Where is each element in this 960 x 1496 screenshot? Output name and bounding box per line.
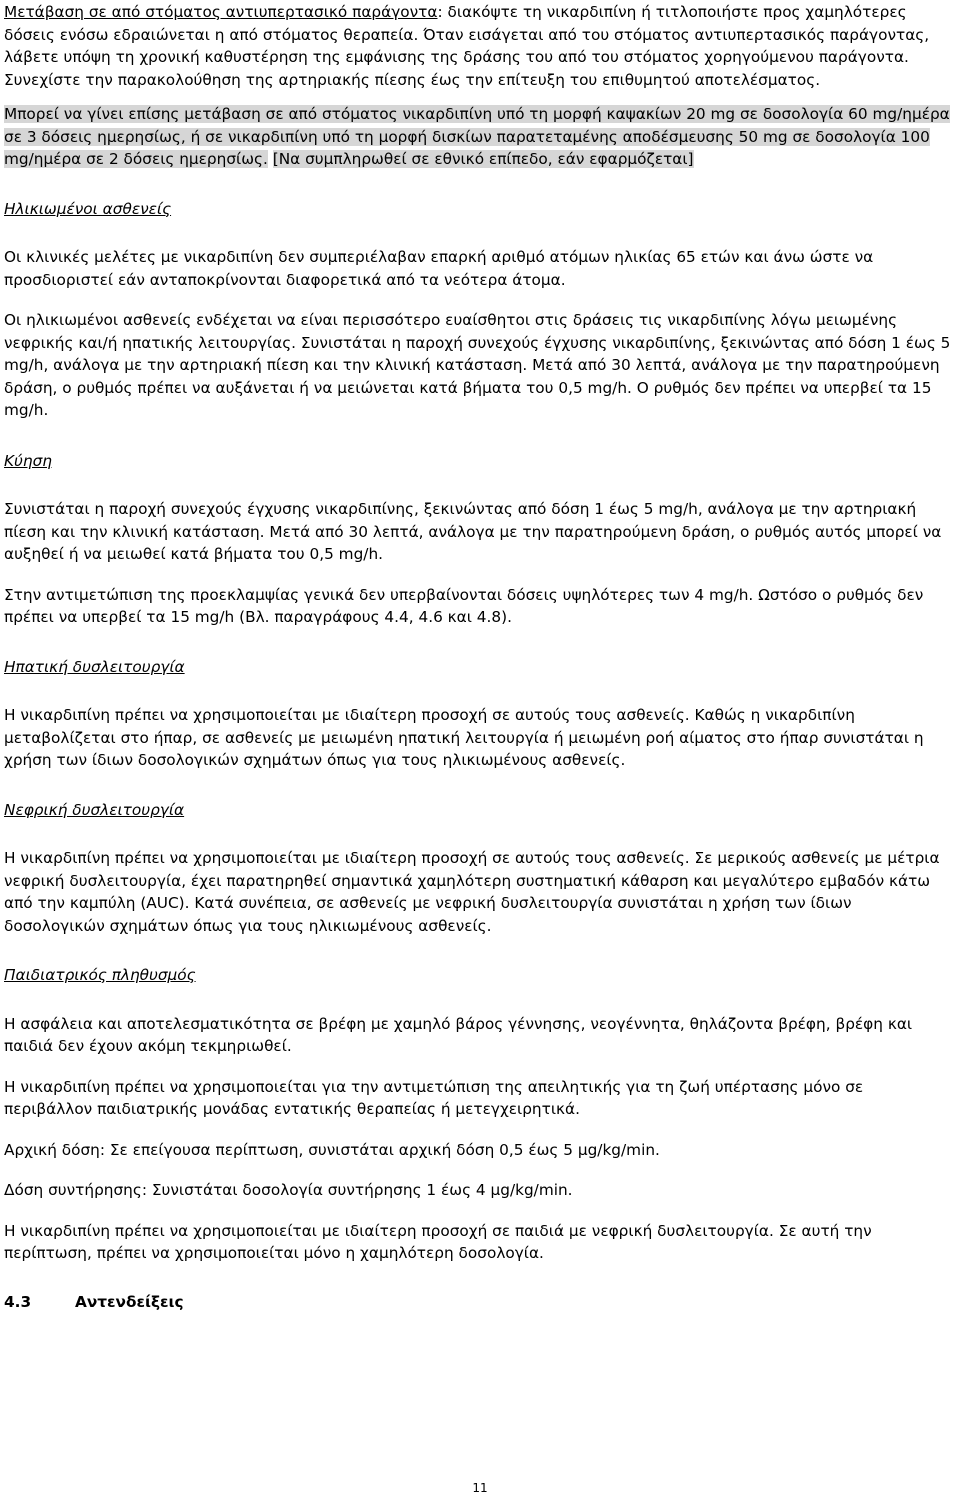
elderly-paragraph-2: Οι ηλικιωμένοι ασθενείς ενδέχεται να είναι περισσότερο ευαίσθητοι στις δράσεις τις νικαρδιπίνης λόγω μειωμένης νεφρικής και/ή ηπατικής λειτουργίας. Συνιστάται η παροχή συνεχούς έγχυσης νικαρδιπίνης, ξεκινώντας από δόση 1 έως 5 mg/h, ανάλογα με την αρτηριακή πίεση και την κλινική κατάσταση. Μετά από 30 λεπτά, ανάλογα με την παρατηρούμενη δράση, ο ρυθμός πρέπει να αυξάνεται ή να μειώνεται κατά βήματα του 0,5 mg/h. Ο ρυθμός δεν πρέπει να υπερβεί τα 15 mg/h. [4, 311, 951, 419]
document-page [4, 0, 954, 1313]
pregnancy-heading: Κύηση [4, 451, 52, 470]
paediatric-paragraph-2: Η νικαρδιπίνη πρέπει να χρησιμοποιείται για την αντιμετώπιση της απειλητικής για τη ζωή υπέρτασης μόνο σε περιβάλλον παιδιατρικής μονάδας εντατικής θεραπείας ή μετεγχειρητικά. [4, 1077, 864, 1118]
oral-switch-paragraph [4, 103, 954, 171]
hepatic-paragraph-1: Η νικαρδιπίνη πρέπει να χρησιμοποιείται με ιδιαίτερη προσοχή σε αυτούς τους ασθενείς. Καθώς η νικαρδιπίνη μεταβολίζεται στο ήπαρ, σε ασθενείς με μειωμένη ηπατική λειτουργία ή μειωμένη ροή αίματος στο ήπαρ συνιστάται η χρήση των ίδιων δοσολογικών σχημάτων όπως για τους ηλικιωμένους ασθενείς. [4, 706, 924, 769]
paediatric-paragraph-5: Η νικαρδιπίνη πρέπει να χρησιμοποιείται με ιδιαίτερη προσοχή σε παιδιά με νεφρική δυσλειτουργία. Σε αυτή την περίπτωση, πρέπει να χρησιμοποιείται μόνο η χαμηλότερη δοσολογία. [4, 1221, 872, 1262]
transition-heading: Μετάβαση σε από στόματος αντιυπερτασικό παράγοντα [4, 3, 438, 21]
pregnancy-paragraph-1: Συνιστάται η παροχή συνεχούς έγχυσης νικαρδιπίνης, ξεκινώντας από δόση 1 έως 5 mg/h, ανάλογα με την αρτηριακή πίεση και την κλινική κατάσταση. Μετά από 30 λεπτά, ανάλογα με την παρατηρούμενη δράση, ο ρυθμός αυτός μπορεί να αυξηθεί ή να μειωθεί κατά βήματα του 0,5 mg/h. [4, 500, 942, 563]
renal-paragraph-1: Η νικαρδιπίνη πρέπει να χρησιμοποιείται με ιδιαίτερη προσοχή σε αυτούς τους ασθενείς. Σε μερικούς ασθενείς με μέτρια νεφρική δυσλειτουργία, έχει παρατηρηθεί σημαντικά χαμηλότερη συστηματική κάθαρση και μεγαλύτερο εμβαδόν κάτω από την καμπύλη (AUC). Κατά συνέπεια, σε ασθενείς με νεφρική δυσλειτουργία συνιστάται η χρήση των ίδιων δοσολογικών σχημάτων όπως για τους ηλικιωμένους ασθενείς. [4, 849, 940, 935]
hepatic-heading: Ηπατική δυσλειτουργία [4, 657, 185, 676]
oral-switch-text: Μπορεί να γίνει επίσης μετάβαση σε από στόματος νικαρδιπίνη υπό τη μορφή καψακίων 20 mg σε δοσολογία 60 mg/ημέρα σε 3 δόσεις ημερησίως, ή σε νικαρδιπίνη υπό τη μορφή δισκίων παρατεταμένης αποδέσμευσης 50 mg σε δοσολογία 100 mg/ημέρα σε 2 δόσεις ημερησίως. [4, 105, 950, 168]
page-number: 11 [472, 1481, 488, 1495]
transition-text: : διακόψτε τη νικαρδιπίνη ή τιτλοποιήστε προς χαμηλότερες δόσεις ενόσω εδραιώνεται η από στόματος θεραπεία. Όταν εισάγεται από του στόματος αντιυπερτασικός παράγοντας, λάβετε υπόψη τη χρονική καθυστέρηση της εμφάνισης της δράσης του από του στόματος χορηγούμενου παράγοντα. Συνεχίστε την παρακολούθηση της αρτηριακής πίεσης έως την επίτευξη του επιθυμητού αποτελέσματος. [4, 3, 930, 89]
paediatric-paragraph-4: Δόση συντήρησης: Συνιστάται δοσολογία συντήρησης 1 έως 4 μg/kg/min. [4, 1181, 573, 1199]
renal-heading: Νεφρική δυσλειτουργία [4, 800, 185, 819]
paediatric-paragraph-3: Αρχική δόση: Σε επείγουσα περίπτωση, συνιστάται αρχική δόση 0,5 έως 5 μg/kg/min. [4, 1140, 660, 1159]
national-note: [Να συμπληρωθεί σε εθνικό επίπεδο, εάν εφαρμόζεται] [272, 150, 694, 168]
paediatric-heading: Παιδιατρικός πληθυσμός [4, 966, 196, 984]
section-number: 4.3 [4, 1292, 32, 1311]
elderly-heading: Ηλικιωμένοι ασθενείς [4, 199, 172, 218]
section-heading [4, 1291, 954, 1314]
transition-paragraph [4, 1, 954, 91]
pregnancy-paragraph-2: Στην αντιμετώπιση της προεκλαμψίας γενικά δεν υπερβαίνονται δόσεις υψηλότερες των 4 mg/h. Ωστόσο ο ρυθμός δεν πρέπει να υπερβεί τα 15 mg/h (Βλ. παραγράφους 4.4, 4.6 και 4.8). [4, 585, 924, 626]
elderly-paragraph-1: Οι κλινικές μελέτες με νικαρδιπίνη δεν συμπεριέλαβαν επαρκή αριθμό ατόμων ηλικίας 65 ετών και άνω ώστε να προσδιοριστεί εάν ανταποκρίνονται διαφορετικά από τα νεότερα άτομα. [4, 248, 874, 289]
paediatric-paragraph-1: Η ασφάλεια και αποτελεσματικότητα σε βρέφη με χαμηλό βάρος γέννησης, νεογέννητα, θηλάζοντα βρέφη, βρέφη και παιδιά δεν έχουν ακόμη τεκμηριωθεί. [4, 1014, 913, 1055]
section-title: Αντενδείξεις [75, 1292, 184, 1311]
